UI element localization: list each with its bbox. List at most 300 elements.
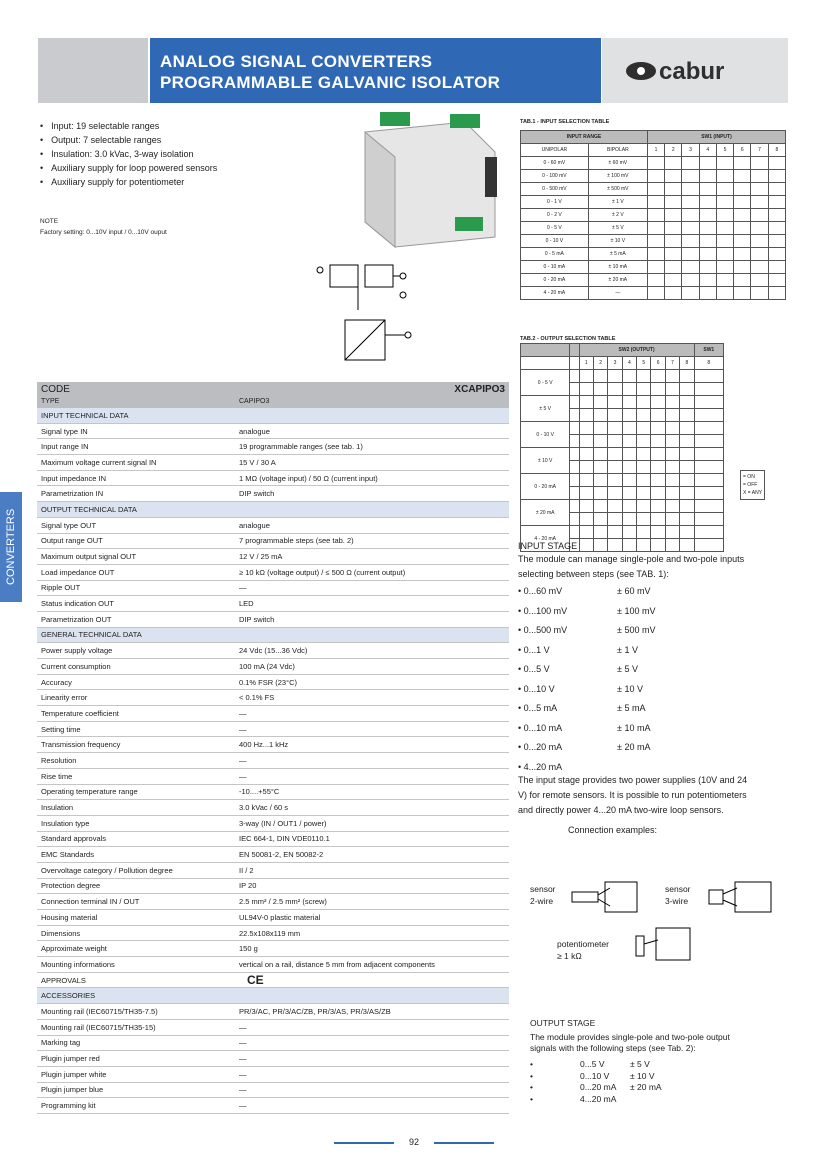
tab2-cell [680,396,694,409]
s3-line: 3-wire [665,896,689,906]
tab2-range: 4 - 20 mA [521,526,570,552]
tab1-cell [647,170,664,183]
tab1-cell [734,287,751,300]
tab2-cell [680,526,694,539]
tab2-cell [622,383,636,396]
legend-off: = OFF [743,482,758,488]
tab2-cell [608,422,622,435]
tab2-pol [570,526,579,539]
tab2-cell [579,435,593,448]
spec-value: CE [247,973,264,988]
spec-label: INPUT TECHNICAL DATA [41,410,129,420]
spec-section [37,502,509,518]
spec-label: Temperature coefficient [41,708,119,718]
tab1-uni: 0 - 5 mA [521,248,589,261]
tab1-uni: 0 - 500 mV [521,183,589,196]
tab2-cell [579,422,593,435]
tab2-pol [570,422,579,435]
note [40,216,167,238]
tab2-cell [651,474,665,487]
range-bipolar: ± 10 mA [617,722,651,733]
tab1-bi: ± 5 V [588,222,647,235]
range-unipolar: 0...10 V [523,683,555,694]
tab2-cell [593,396,607,409]
spec-row [37,832,509,848]
tab2-cell [593,487,607,500]
tab2-cell [622,409,636,422]
tab2-cell [651,461,665,474]
spec-label: Programming kit [41,1101,96,1111]
spec-row [37,847,509,863]
tab2-cell [622,526,636,539]
tab2-cell [665,474,679,487]
tab2-cell [608,448,622,461]
spec-row [37,581,509,597]
spec-row [37,1051,509,1067]
spec-section [37,988,509,1004]
range-bipolar: ± 10 V [630,1070,655,1081]
tab1-bi: ± 100 mV [588,170,647,183]
pot-line: potentiometer [557,939,609,949]
tab2-cell [579,526,593,539]
tab2-cell [593,435,607,448]
spec-label: Overvoltage category / Pollution degree [41,865,173,875]
bullet: • [530,1082,533,1092]
output-stage-title: OUTPUT STAGE [530,1018,596,1028]
spec-label: Protection degree [41,881,101,891]
tab2-cell [665,422,679,435]
input-text-line: V) for remote sensors. It is possible to run potentiometers [518,790,747,800]
tab1-cell [682,209,699,222]
tab1-uni: 0 - 1 V [521,196,589,209]
tab2-cell [579,500,593,513]
spec-label: EMC Standards [41,850,94,860]
spec-value: II / 2 [239,865,254,875]
tab1-cell [751,261,768,274]
tab1-bi: — [588,287,647,300]
spec-row [37,926,509,942]
tab2-cell [665,435,679,448]
range-unipolar: 0...20 mA [523,742,563,752]
spec-label: Signal type OUT [41,520,97,530]
spec-label: Insulation type [41,818,90,828]
type-label: TYPE [41,398,60,405]
tab2-h-sw: SW2 (OUTPUT) [579,344,694,357]
range-unipolar: 0...60 mV [523,586,563,596]
sensor-3wire-diagram [705,880,773,914]
tab1-row [521,261,786,274]
tab2-cell [694,500,723,513]
tab2-cell [593,422,607,435]
tab2-cell [651,487,665,500]
tab2-cell [651,435,665,448]
range-cell [518,664,617,674]
feature-item: • Insulation: 3.0 kVac, 3-way isolation [40,147,217,161]
feature-item: • Auxiliary supply for loop powered sensors [40,161,217,175]
tab2-cell [680,370,694,383]
range-bipolar: ± 1 V [617,644,638,655]
tab2-cell [694,396,723,409]
tab2-cell [680,539,694,552]
input-range-row [518,645,638,655]
range-cell [518,606,617,616]
range-unipolar: 0...1 V [523,644,550,655]
tab1-row [521,235,786,248]
spec-table [37,382,509,1114]
tab2-cell [651,448,665,461]
range-unipolar: 0...500 mV [523,625,568,635]
tab2-cell [665,448,679,461]
range-unipolar: 0...5 V [523,664,550,674]
tab2-cell [665,409,679,422]
tab2-cell [579,396,593,409]
tab2-cell [579,370,593,383]
tab2-cell [694,383,723,396]
tab2-row [521,370,724,383]
tab2-cell [579,409,593,422]
tab2-cell [579,487,593,500]
tab1-cell [716,157,733,170]
tab1-cell [751,209,768,222]
spec-section [37,408,509,424]
tab1-cell [768,248,785,261]
tab1-cell [751,287,768,300]
tab2-cell [622,422,636,435]
spec-label: Signal type IN [41,426,88,436]
bullet: • [518,586,524,596]
tab1-cell [699,274,716,287]
tab1-body [521,157,786,300]
tab1-h-uni: UNIPOLAR [521,144,589,157]
input-range-row [518,664,638,674]
spec-value: 19 programmable ranges (see tab. 1) [239,442,363,452]
range-bipolar: ± 100 mV [617,605,656,616]
tab1-bi: ± 60 mV [588,157,647,170]
tab2-cell [680,448,694,461]
spec-value: PR/3/AC, PR/3/AC/ZB, PR/3/AS, PR/3/AS/ZB [239,1006,391,1016]
spec-value: ≥ 10 kΩ (voltage output) / ≤ 500 Ω (current output) [239,567,406,577]
tab1-cell [647,261,664,274]
tab2-cell [694,526,723,539]
spec-value: vertical on a rail, distance 5 mm from adjacent components [239,959,435,969]
spec-row [37,486,509,502]
tab2-cell [593,383,607,396]
tab2-cell [651,396,665,409]
spec-row [37,910,509,926]
tab1-uni: 0 - 5 V [521,222,589,235]
tab2-row [521,500,724,513]
tab1-cell [682,261,699,274]
spec-value: 3-way (IN / OUT1 / power) [239,818,327,828]
spec-label: Accuracy [41,677,72,687]
tab2-cell [622,500,636,513]
tab2-cell [665,370,679,383]
spec-value: EN 50081-2, EN 50082-2 [239,850,324,860]
wiring-diagram [290,260,470,370]
tab1-cell [682,274,699,287]
tab2-cell [665,396,679,409]
tab1-cell [734,261,751,274]
tab1-cell [734,274,751,287]
tab2-row [521,448,724,461]
cabur-logo-icon [625,56,765,86]
tab1-cell [734,196,751,209]
spec-label: Current consumption [41,661,111,671]
tab1-cell [665,222,682,235]
spec-header [37,382,509,408]
input-stage-intro [518,552,744,582]
sensor-2wire-label [530,883,556,907]
tab1-uni: 0 - 2 V [521,209,589,222]
tab1-row [521,222,786,235]
tab2-pol [570,409,579,422]
spec-row [37,612,509,628]
feature-item: • Auxiliary supply for potentiometer [40,175,217,189]
spec-label: Parametrization IN [41,489,104,499]
tab1-uni: 0 - 60 mV [521,157,589,170]
tab2-pol [570,370,579,383]
tab1-uni: 0 - 100 mV [521,170,589,183]
tab2-cell [665,526,679,539]
spec-row [37,424,509,440]
tab2-cell [651,526,665,539]
tab2-cell [637,526,651,539]
spec-row [37,785,509,801]
tab1-cell [699,196,716,209]
spec-value: analogue [239,426,270,436]
spec-value: DIP switch [239,489,275,499]
tab2-cell [622,461,636,474]
tab2-cell [579,461,593,474]
tab2-cell [651,539,665,552]
range-bipolar: ± 5 mA [617,703,646,713]
range-bipolar: ± 5 V [617,664,638,674]
tab1-h-range: INPUT RANGE [521,131,648,144]
spec-label: Approximate weight [41,944,107,954]
tab1-cell [768,261,785,274]
spec-label: Transmission frequency [41,740,121,750]
spec-label: Standard approvals [41,834,107,844]
spec-label: Parametrization OUT [41,614,112,624]
spec-row [37,1098,509,1114]
input-stage-text [518,773,747,818]
spec-row [37,1020,509,1036]
bullet: • [518,722,524,733]
spec-row [37,518,509,534]
tab2-cell [637,539,651,552]
tab1-cell [768,209,785,222]
spec-value: 3.0 kVac / 60 s [239,803,289,813]
tab2-pol [570,487,579,500]
spec-value: 24 Vdc (15...36 Vdc) [239,646,308,656]
spec-row [37,1083,509,1099]
spec-value: — [239,1054,247,1064]
spec-value: LED [239,599,254,609]
spec-label: Marking tag [41,1038,81,1048]
tab2-cell [608,474,622,487]
range-unipolar: 0...5 V [580,1059,605,1069]
tab2-cell [608,539,622,552]
spec-value: 1 MΩ (voltage input) / 50 Ω (current input) [239,473,378,483]
tab1-cell [699,157,716,170]
tab1-cell [665,157,682,170]
tab2-cell [608,383,622,396]
spec-value: analogue [239,520,270,530]
tab2-cell [694,487,723,500]
bullet: • [518,742,524,752]
potentiometer-label [557,938,609,962]
range-cell [518,625,617,635]
tab1-cell [699,235,716,248]
legend-on: = ON [743,474,755,480]
tab2-pol [570,448,579,461]
tab2-cell [608,370,622,383]
tab1-cell [716,222,733,235]
tab2-cell [651,370,665,383]
spec-value: 15 V / 30 A [239,457,276,467]
tab2-pol [570,474,579,487]
spec-value: — [239,1069,247,1079]
tab1-cell [665,170,682,183]
tab1-cell [682,183,699,196]
connection-examples-label: Connection examples: [568,825,658,835]
spec-row [37,471,509,487]
tab2-cell [694,539,723,552]
tab2-cell [579,383,593,396]
tab2-h-sw1: SW1 [694,344,723,357]
output-range-row [530,1071,655,1081]
tab2-cell [622,448,636,461]
tab2-cell [680,383,694,396]
tab1-cell [682,222,699,235]
tab1-cell [647,248,664,261]
input-range-row [518,742,650,752]
spec-value: 12 V / 25 mA [239,552,283,562]
tab1-h-sw: SW1 (INPUT) [647,131,785,144]
spec-label: Linearity error [41,693,88,703]
tab1-row [521,196,786,209]
input-text-line: and directly power 4...20 mA two-wire loop sensors. [518,805,724,815]
tab1-cell [716,170,733,183]
spec-row [37,894,509,910]
note-title: NOTE [40,218,59,225]
tab2-cell [608,461,622,474]
tab2-cell [637,513,651,526]
tab1-bi: ± 1 V [588,196,647,209]
tab1-cell [768,183,785,196]
tab1-cell [734,209,751,222]
tab2-range: ± 20 mA [521,500,570,526]
tab2-cell [637,500,651,513]
tab1-cell [699,222,716,235]
tab1-cell [751,235,768,248]
sensor-3wire-label [665,883,691,907]
potentiometer-diagram [632,926,692,964]
tab1-row [521,157,786,170]
tab2-cell [593,513,607,526]
tab1-cell [665,261,682,274]
tab2-cell [694,370,723,383]
spec-row [37,675,509,691]
tab2-row [521,526,724,539]
type-value: CAPIPO3 [239,398,270,405]
tab1-cell [768,196,785,209]
spec-row [37,1036,509,1052]
tab2-pol [570,383,579,396]
spec-label: Mounting informations [41,959,115,969]
tab1-h-bi: BIPOLAR [588,144,647,157]
tab1-bi: ± 10 mA [588,261,647,274]
spec-value: — [239,583,247,593]
output-range-row [530,1059,650,1069]
tab2-cell [608,500,622,513]
tab1-cell [734,157,751,170]
range-unipolar: 0...20 mA [580,1082,617,1092]
spec-row [37,565,509,581]
tab2-cell [680,500,694,513]
tab1-cell [751,183,768,196]
tab2-cell [651,422,665,435]
tab1-cell [647,222,664,235]
header-title [150,38,601,103]
spec-label: ACCESSORIES [41,991,96,1001]
tab1-cell [699,209,716,222]
spec-row [37,706,509,722]
tab1-row [521,248,786,261]
tab1-bi: ± 500 mV [588,183,647,196]
bullet: • [530,1059,533,1069]
range-cell [518,645,617,655]
tab1-cell [665,248,682,261]
input-range-row [518,625,655,635]
input-text-line: The input stage provides two power supplies (10V and 24 [518,775,748,785]
tab2-cell [637,422,651,435]
spec-label: Output range OUT [41,536,103,546]
spec-row [37,737,509,753]
spec-value: IP 20 [239,881,257,891]
code-label: CODE [41,384,70,395]
tab1-cell [682,196,699,209]
tab1-bi: ± 5 mA [588,248,647,261]
code-value: XCAPIPO3 [454,384,505,395]
range-cell [518,742,617,752]
spec-value: 400 Hz...1 kHz [239,740,289,750]
tab2-cell [622,513,636,526]
tab2-cell [608,435,622,448]
tab1-cell [751,274,768,287]
tab1-cell [682,287,699,300]
spec-label: Plugin jumper red [41,1054,100,1064]
tab1-cell [768,222,785,235]
range-bipolar: ± 500 mV [617,625,656,635]
tab1-cell [768,157,785,170]
tab2-cell [622,539,636,552]
tab1-cell [699,170,716,183]
spec-value: — [239,1022,247,1032]
spec-label: Maximum output signal OUT [41,552,137,562]
tab2-pol [570,500,579,513]
tab1-cell [699,287,716,300]
spec-value: — [239,771,247,781]
tab2-cell [593,409,607,422]
tab2-cell [608,513,622,526]
spec-label: Mounting rail (IEC60715/TH35-15) [41,1022,156,1032]
range-bipolar: ± 5 V [630,1059,650,1069]
tab2-cell [622,370,636,383]
spec-value: 2.5 mm² / 2.5 mm² (screw) [239,897,327,907]
spec-row [37,863,509,879]
spec-row [37,973,509,989]
